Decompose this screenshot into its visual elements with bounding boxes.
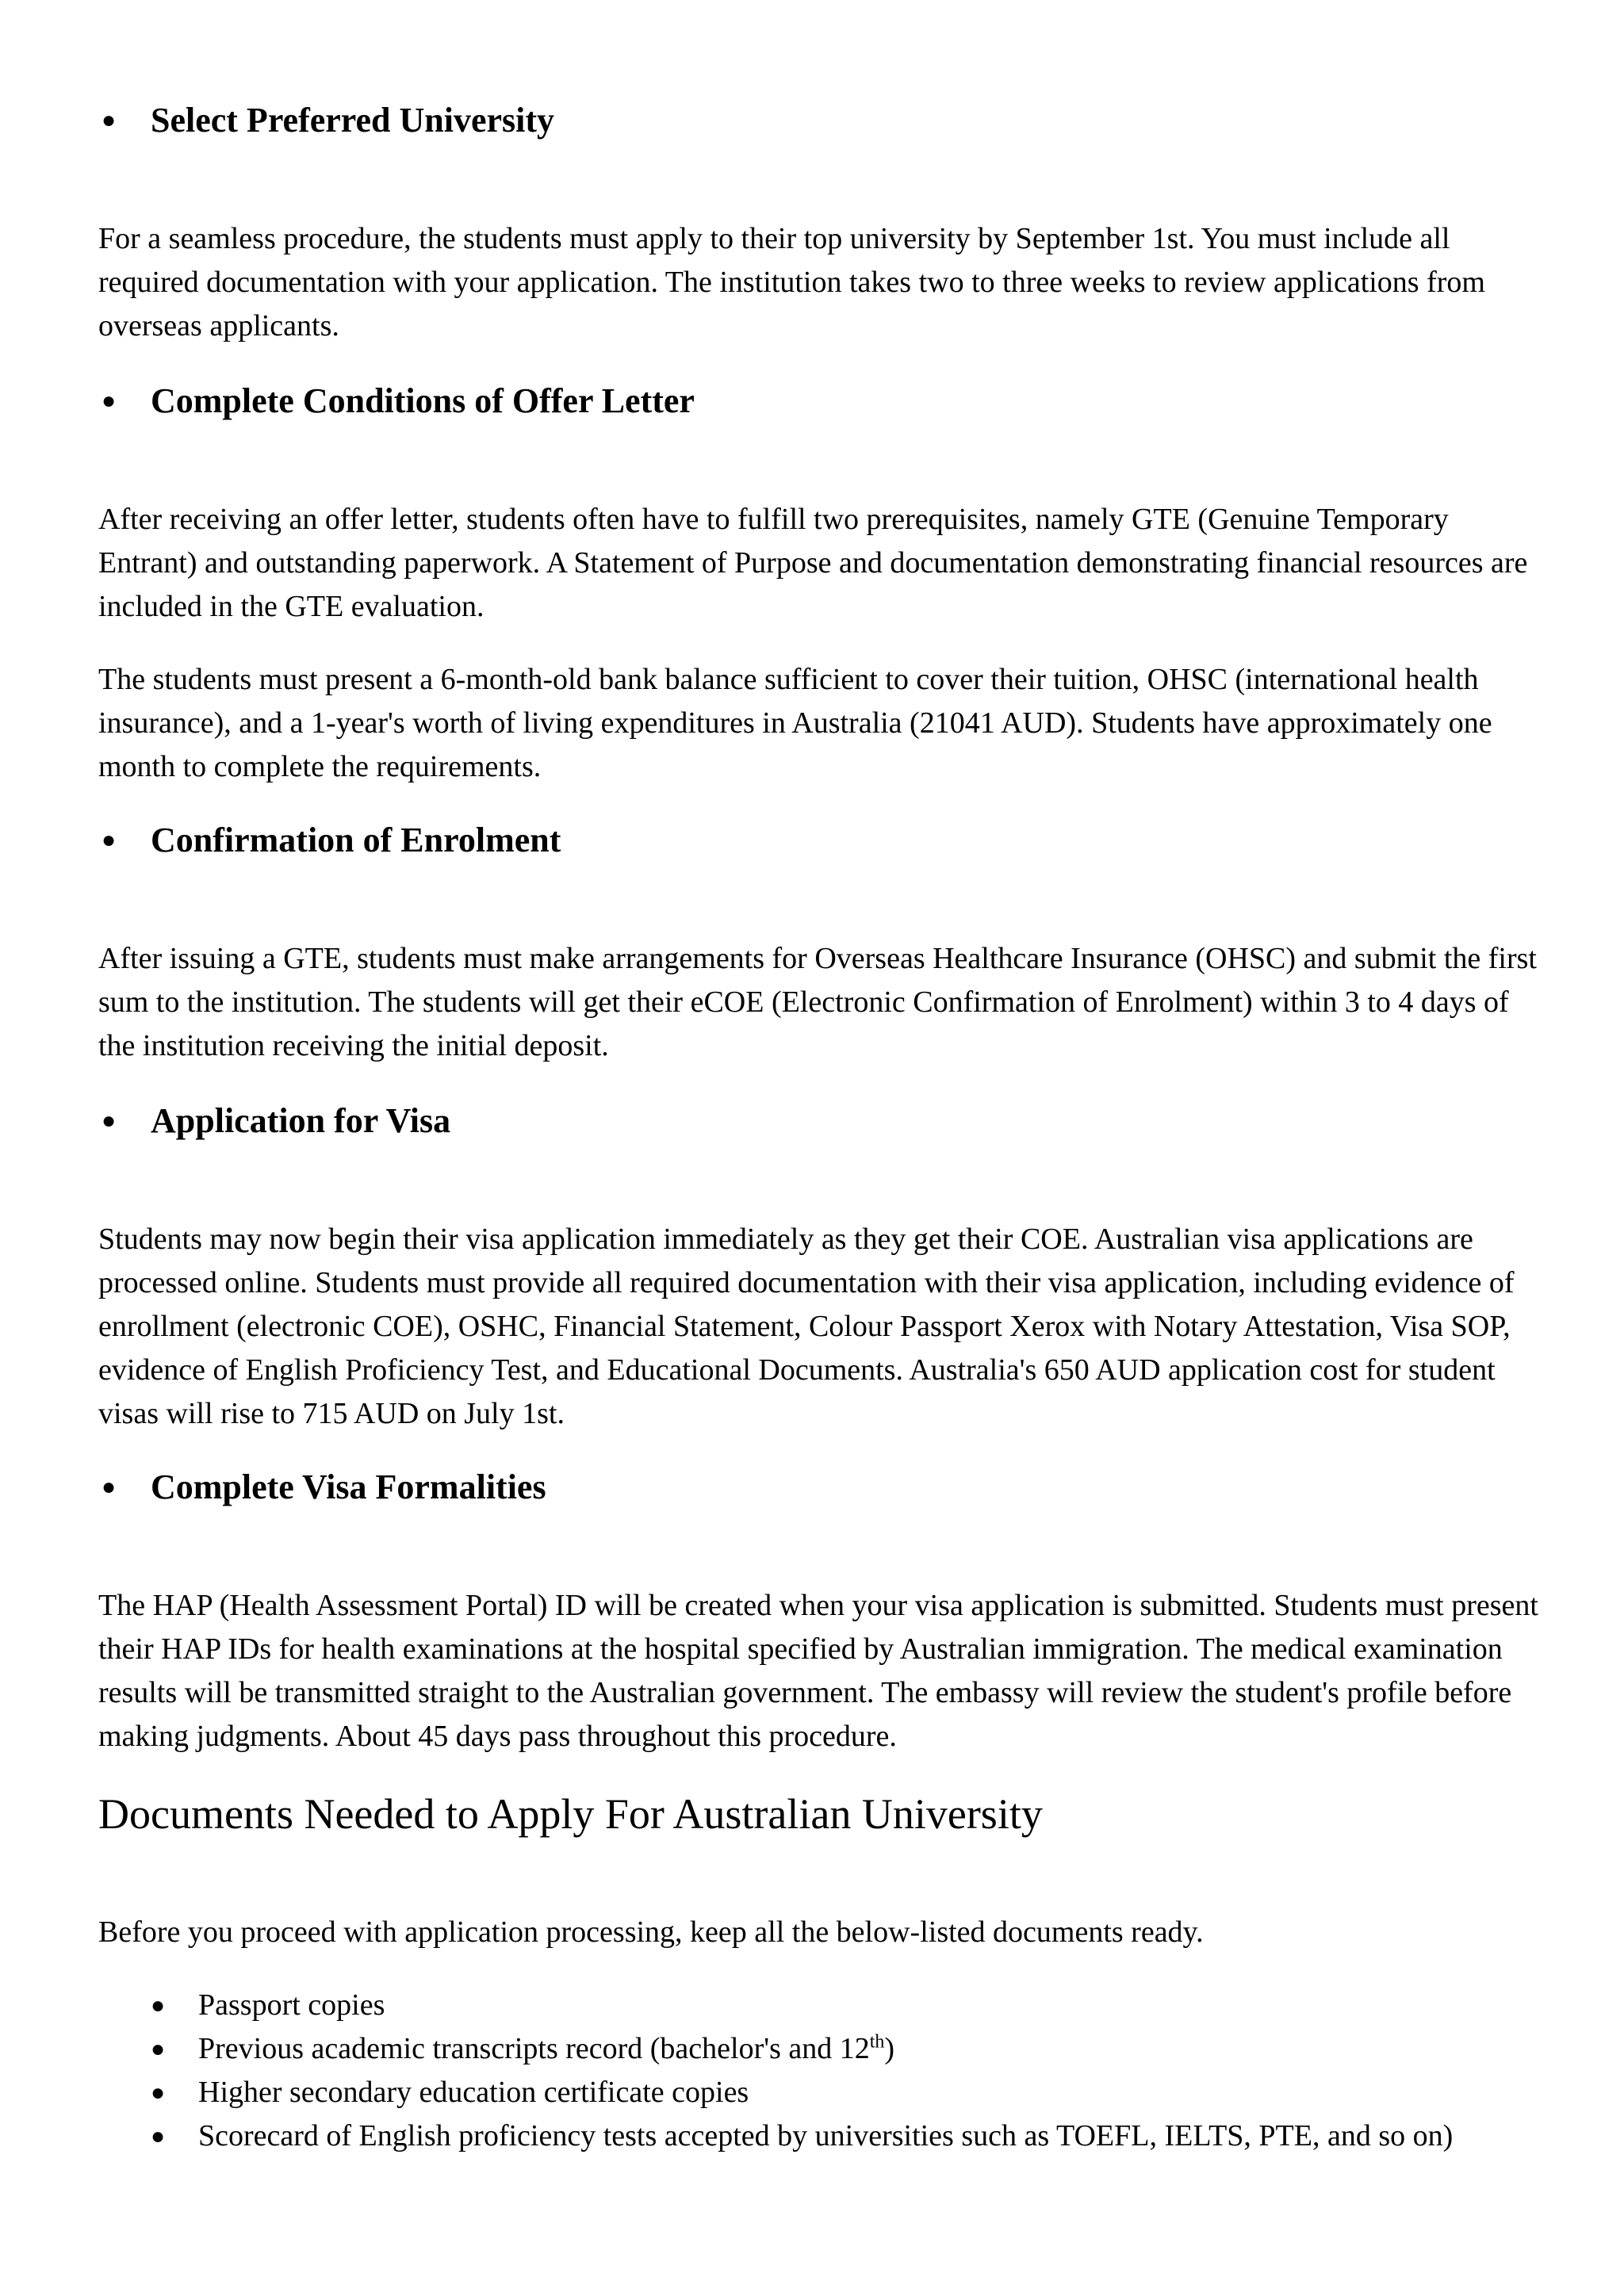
- step-heading-text: Complete Conditions of Offer Letter: [151, 381, 695, 420]
- heading-application-for-visa: [102, 1099, 451, 1143]
- list-item: [98, 2027, 1549, 2071]
- paragraph-offer-letter-gte: After receiving an offer letter, students often have to fulfill two prerequisites, namely GTE (Genuine Temporary Entrant) and outstanding paperwork. A Statement of Purpose and documentation demonstrating financial resources are included in the GTE evaluation.: [98, 503, 1528, 623]
- step-heading-text: Select Preferred University: [151, 101, 555, 140]
- list-item-text: Passport copies: [198, 1988, 385, 2022]
- bullet-icon: ●: [102, 1108, 117, 1134]
- bullet-icon: ●: [102, 388, 117, 414]
- paragraph-confirmation-enrolment: After issuing a GTE, students must make arrangements for Overseas Healthcare Insurance (OHSC) and submit the first sum to the institution. The students will get their eCOE (Electronic Confirmation of Enrolment) within 3 to 4 days of the institution receiving the initial deposit.: [98, 942, 1537, 1062]
- section-heading-documents-needed: Documents Needed to Apply For Australian University: [98, 1790, 1043, 1838]
- superscript-th: th: [869, 2031, 885, 2053]
- list-item-text: Higher secondary education certificate copies: [198, 2076, 749, 2109]
- step-heading-text: Application for Visa: [151, 1101, 451, 1140]
- bullet-icon: ●: [151, 1992, 166, 2019]
- list-item: [98, 1984, 1549, 2027]
- bullet-icon: ●: [151, 2080, 166, 2106]
- heading-complete-conditions-offer-letter: [102, 379, 695, 423]
- bullet-icon: ●: [151, 2123, 166, 2149]
- bullet-icon: ●: [151, 2036, 166, 2062]
- paragraph-select-university: For a seamless procedure, the students must apply to their top university by September 1st. You must include all required documentation with your application. The institution takes two to three weeks to review applications from overseas applicants.: [98, 222, 1485, 342]
- list-item-text: Scorecard of English proficiency tests accepted by universities such as TOEFL, IELTS, PTE, and so on): [198, 2119, 1454, 2152]
- list-item-suffix: ): [884, 2032, 895, 2065]
- heading-confirmation-of-enrolment: [102, 818, 561, 863]
- step-heading-text: Complete Visa Formalities: [151, 1468, 546, 1506]
- bullet-icon: ●: [102, 1474, 117, 1500]
- heading-complete-visa-formalities: [102, 1465, 546, 1510]
- list-item: [98, 2114, 1549, 2158]
- list-item: [98, 2071, 1549, 2114]
- list-item-text: Previous academic transcripts record (bachelor's and 12: [198, 2032, 870, 2065]
- paragraph-bank-balance: The students must present a 6-month-old bank balance sufficient to cover their tuition, OHSC (international health insurance), and a 1-year's worth of living expenditures in Australia (21041 AUD). Students have approximately one month to complete the requirements.: [98, 663, 1492, 783]
- paragraph-visa-formalities: The HAP (Health Assessment Portal) ID will be created when your visa application is submitted. Students must present their HAP IDs for health examinations at the hospital specified by Australian immigration. The medical examination results will be transmitted straight to the Australian government. The embassy will review the student's profile before making judgments. About 45 days pass throughout this procedure.: [98, 1589, 1538, 1753]
- heading-select-preferred-university: [102, 98, 555, 143]
- paragraph-documents-intro: Before you proceed with application processing, keep all the below-listed documents ready.: [98, 1915, 1204, 1949]
- paragraph-visa-application: Students may now begin their visa application immediately as they get their COE. Australian visa applications are processed online. Students must provide all required documentation with their visa application, including evidence of enrollment (electronic COE), OSHC, Financial Statement, Colour Passport Xerox with Notary Attestation, Visa SOP, evidence of English Proficiency Test, and Educational Documents. Australia's 650 AUD application cost for student visas will rise to 715 AUD on July 1st.: [98, 1223, 1515, 1430]
- bullet-icon: ●: [102, 107, 117, 133]
- bullet-icon: ●: [102, 827, 117, 853]
- documents-list: [98, 1984, 1549, 2158]
- step-heading-text: Confirmation of Enrolment: [151, 821, 561, 859]
